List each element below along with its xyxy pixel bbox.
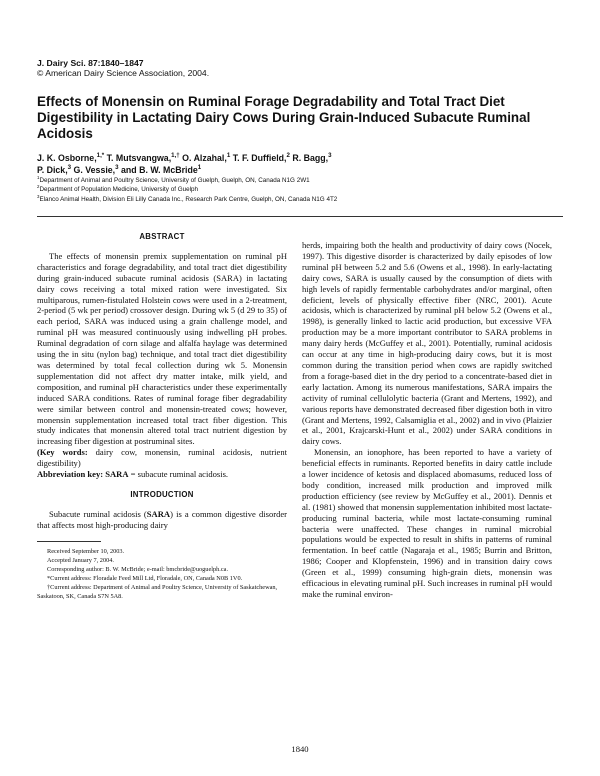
footnote-divider <box>37 541 101 542</box>
author-name: R. Bagg, <box>292 153 329 163</box>
author-name: T. F. Duffield, <box>232 153 287 163</box>
journal-copyright: © American Dairy Science Association, 2004. <box>37 68 210 78</box>
abstract-heading: ABSTRACT <box>139 232 185 241</box>
journal-citation: J. Dairy Sci. 87:1840–1847 <box>37 58 144 68</box>
header-divider <box>37 216 563 217</box>
author-affiliation-mark: 3 <box>115 164 119 172</box>
author-name: T. Mutsvangwa, <box>106 153 172 163</box>
author-name: and B. W. McBride <box>121 165 198 175</box>
footnotes <box>37 547 287 601</box>
author-affiliation-mark: 1 <box>226 152 231 160</box>
author-affiliation-mark: 1 <box>197 164 202 172</box>
right-column <box>302 240 552 600</box>
left-column <box>37 222 287 601</box>
introduction-heading: INTRODUCTION <box>130 489 194 499</box>
footnote-accepted: Accepted January 7, 2004. <box>47 556 114 564</box>
page-number: 1840 <box>291 744 309 754</box>
footnote-corresponding: Corresponding author: B. W. McBride; e-mail: bmcbride@uoguelph.ca. <box>47 565 229 573</box>
author-name: O. Alzahal, <box>182 153 227 163</box>
author-name: J. K. Osborne, <box>37 153 97 163</box>
author-affiliation-mark: 2 <box>286 152 290 160</box>
footnote-current-address-2: †Current address: Department of Animal and Poultry Science, University of Saskatchewan, Saskatoon, SK, Canada S7N 5A8. <box>37 583 278 600</box>
author-affiliation-mark: 3 <box>67 164 72 172</box>
affiliation-1: $^1$Department of Animal and Poultry Science, University of Guelph, Guelph, ON, Canada N1G 2W1 <box>37 174 310 184</box>
author-name: P. Dick, <box>37 165 68 175</box>
keywords: (Key words: dairy cow, monensin, ruminal acidosis, nutrient digestibility) <box>37 447 287 469</box>
affiliations <box>37 176 557 204</box>
affiliation-3: $^3$Elanco Animal Health, Division Eli Lilly Canada Inc., Research Park Centre, Guelph, ON, Canada N1G 4T2 <box>37 193 338 203</box>
article-title: Effects of Monensin on Ruminal Forage Degradability and Total Tract Diet Digestibility in Lactating Dairy Cows During Grain-Induced Subacute Ruminal Acidosis <box>37 94 531 141</box>
journal-header <box>37 58 209 78</box>
abstract-body: The effects of monensin premix supplementation on ruminal pH characteristics and forage degradability, and total tract diet digestibility during grain-induced subacute ruminal acidosis (SARA) in lactating dairy cows receiving a total mixed ration were investigated. Six multiparous, rumen-fistulated Holstein cows were used in a 2-treatment, 2-period (5 wk per period) crossover design. During wk 5 (d 29 to 35) of each period, SARA was induced using a grain challenge model, and ruminal pH was measured continuously using indwelling pH probes. Ruminal degradation of corn silage and alfalfa haylage was determined using the in situ (nylon bag) technique, and total tract diet digestibility was determined by total fecal collection during wk 5. Monensin supplementation did not affect dry matter intake, milk yield, and composition, and ruminal pH characteristics under these experimentally induced SARA conditions. Rates of ruminal forage fiber degradability were similar between control and monensin-treated cows; however, monensin supplementation increased total tract fiber digestion. This study indicates that monensin altered total tract nutrient digestion by increasing fiber digestion at postruminal sites. <box>37 250 287 447</box>
author-name: G. Vessie, <box>73 165 116 175</box>
author-affiliation-mark: 1,* <box>96 152 105 160</box>
author-list <box>37 152 557 176</box>
author-affiliation-mark: 3 <box>328 152 332 160</box>
footnote-current-address-1: *Current address: Floradale Feed Mill Ltd, Floradale, ON, Canada N0B 1V0. <box>47 574 243 582</box>
affiliation-2: $^2$Department of Population Medicine, University of Guelph <box>37 184 199 194</box>
author-affiliation-mark: 1,† <box>171 152 180 160</box>
author-line-1 <box>37 152 557 164</box>
monensin-paragraph: Monensin, an ionophore, has been reported to have a variety of beneficial effects in ruminants. Reported benefits in dairy cattle include a lower incidence of ketosis and displaced abomasums, reduced loss of body condition, increased milk production and improved milk production efficiency (see review by McGuffey et al., 2001). Dennis et al. (1981) showed that monensin supplementation inhibited most lactate-producing ruminal bacteria, while most lactate-consuming ruminal bacteria were unaffected. These changes in ruminal microbial populations would be expected to result in shifts in patterns of ruminal fermentation. In beef cattle (Nagaraja et al., 1985; Burrin and Britton, 1986; Cooper and Klopfenstein, 1996) and in transition dairy cows (Green et al., 1999) consuming high-grain diets, monensin was efficacious in elevating ruminal pH. Such increases in ruminal pH would make the ruminal environ- <box>302 447 552 599</box>
introduction-paragraph: Subacute ruminal acidosis (SARA) is a common digestive disorder that affects most high-producing dairy <box>37 508 287 530</box>
author-line-2 <box>37 164 557 176</box>
abbreviation-key: Abbreviation key: SARA = subacute ruminal acidosis. <box>37 469 229 480</box>
footnote-received: Received September 10, 2003. <box>47 547 125 555</box>
intro-continued-paragraph: herds, impairing both the health and productivity of dairy cows (Nocek, 1997). This digestive disorder is characterized by daily episodes of low ruminal pH between 5.2 and 5.6 (Owens et al., 1998). In early-lactating dairy cows, SARA is usually caused by the consumption of diets with high levels of rapidly fermentable carbohydrates and/or marginal, often deficient, levels of physically effective fiber (NRC, 2001). Acute acidosis, which is characterized by ruminal pH below 5.2 (Owens et al., 1998), is generally linked to lactic acid production, but excessive VFA production may be a more important contributor to SARA problems in many dairy herds (McGuffey et al., 2001). Potentially, ruminal acidosis can occur at any time in high-producing dairy cows, but it is most common during the transition period when cows are rapidly switched from a forage-based diet in the dry period to a concentrate-based diet in early lactation. Among its numerous manifestations, SARA impairs the activity of ruminal cellulolytic bacteria (Grant and Mertens, 1992), and various reports have demonstrated decreased fiber digestion both in vitro (Grant and Mertens, 1992, Calsamiglia et al., 2002) and in vivo (Plaizier et al., 2001, Krajcarski-Hunt et al., 2002) under SARA conditions in dairy cows. <box>302 240 552 447</box>
